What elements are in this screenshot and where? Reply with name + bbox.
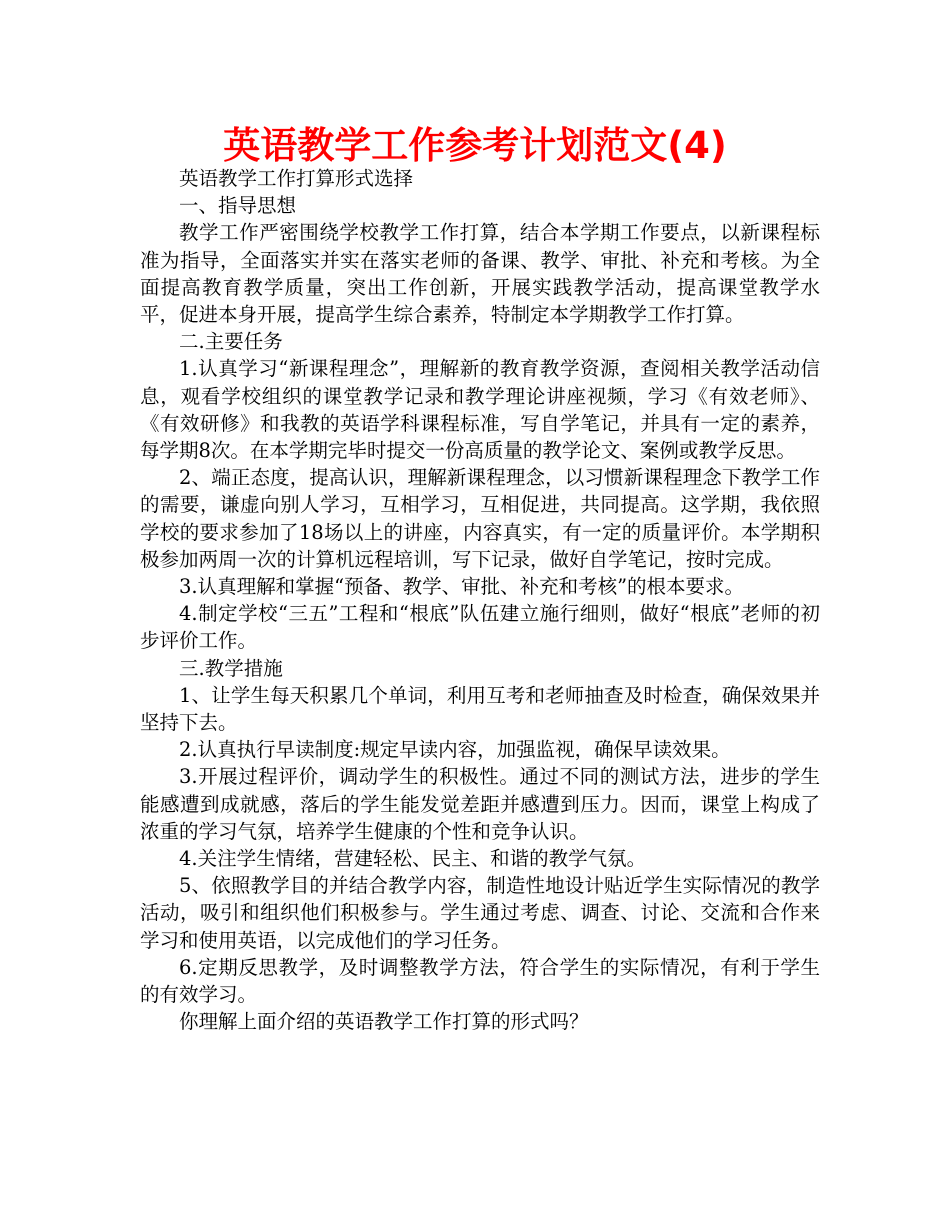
paragraph-measure-2: 2.认真执行早读制度:规定早读内容，加强监视，确保早读效果。 — [179, 738, 731, 762]
paragraph-closing-question: 你理解上面介绍的英语教学工作打算的形式吗？ — [179, 1010, 589, 1034]
section-heading-guiding-ideology: 一、指导思想 — [179, 194, 297, 218]
paragraph-task-4: 4.制定学校“三五”工程和“根底”队伍建立施行细则，做好“根底”老师的初步评价工作。 — [140, 602, 820, 653]
paragraph-measure-1: 1、让学生每天积累几个单词，利用互考和老师抽查及时检查，确保效果并坚持下去。 — [140, 683, 820, 735]
section-heading-main-tasks: 二.主要任务 — [179, 330, 283, 354]
paragraph-measure-3: 3.开展过程评价，调动学生的积极性。通过不同的测试方法，进步的学生能感遭到成就感，落后的学生能发觉差距并感遭到压力。因而，课堂上构成了浓重的学习气氛，培养学生健康的个性和竞争认识。 — [140, 765, 820, 843]
paragraph-task-1: 1.认真学习“新课程理念”，理解新的教育教学资源，查阅相关教学活动信息，观看学校组织的课堂教学记录和教学理论讲座视频，学习《有效老师》、《有效研修》和我教的英语学科课程标准，写自学笔记，并具有一定的素养，每学期8次。在本学期完毕时提交一份高质量的教学论文、案例或教学反思。 — [140, 357, 820, 463]
paragraph-measure-4: 4.关注学生情绪，营建轻松、民主、和谐的教学气氛。 — [179, 847, 647, 871]
document-title: 英语教学工作参考计划范文(4) — [223, 124, 727, 167]
paragraph-guiding-ideology: 教学工作严密围绕学校教学工作打算，结合本学期工作要点，以新课程标准为指导，全面落实并实在落实老师的备课、教学、审批、补充和考核。为全面提高教育教学质量，突出工作创新，开展实践教学活动，提高课堂教学水平，促进本身开展，提高学生综合素养，特制定本学期教学工作打算。 — [140, 221, 820, 327]
section-heading-teaching-measures: 三.教学措施 — [179, 656, 283, 680]
paragraph-measure-5: 5、依照教学目的并结合教学内容，制造性地设计贴近学生实际情况的教学活动，吸引和组织他们积极参与。学生通过考虑、调查、讨论、交流和合作来学习和使用英语，以完成他们的学习任务。 — [140, 874, 820, 952]
paragraph-measure-6: 6.定期反思教学，及时调整教学方法，符合学生的实际情况，有利于学生的有效学习。 — [140, 955, 820, 1007]
document-body — [140, 165, 820, 1036]
paragraph-task-2: 2、端正态度，提高认识，理解新课程理念，以习惯新课程理念下教学工作的需要，谦虚向别人学习，互相学习，互相促进，共同提高。这学期，我依照学校的要求参加了18场以上的讲座，内容真实，有一定的质量评价。本学期积极参加两周一次的计算机远程培训，写下记录，做好自学笔记，按时完成。 — [140, 466, 820, 571]
paragraph-form-selection: 英语教学工作打算形式选择 — [179, 167, 414, 190]
paragraph-task-3: 3.认真理解和掌握“预备、教学、审批、补充和考核”的根本要求。 — [179, 575, 745, 599]
